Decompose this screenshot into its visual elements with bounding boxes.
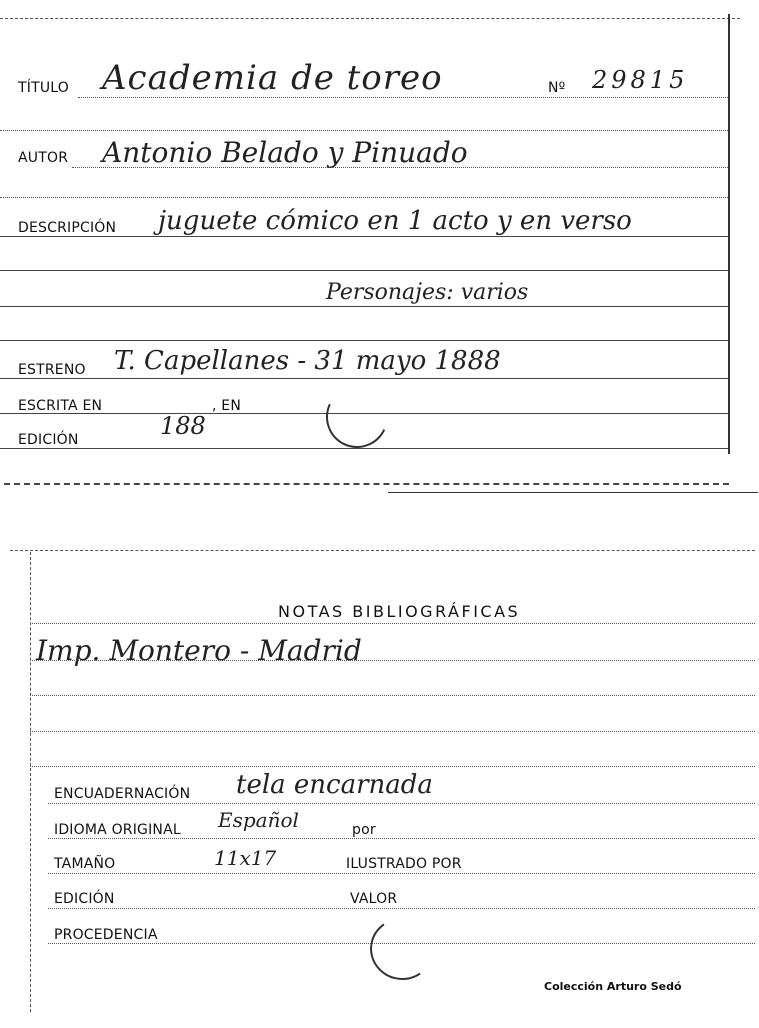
personajes-value: Personajes: varios	[326, 280, 529, 305]
numero-value: 29815	[592, 66, 689, 94]
stamp-mark	[317, 377, 396, 456]
edicion-bottom-label: EDICIÓN	[54, 891, 115, 907]
en-label: , EN	[212, 398, 242, 414]
stamp-mark-bottom	[365, 913, 439, 985]
titulo-label: TÍTULO	[18, 80, 69, 96]
titulo-value: Academia de toreo	[102, 58, 443, 98]
notas-value: Imp. Montero - Madrid	[36, 634, 362, 667]
encuadernacion-label: ENCUADERNACIÓN	[54, 786, 191, 802]
idioma-value: Español	[218, 808, 299, 832]
valor-label: VALOR	[350, 891, 398, 907]
autor-label: AUTOR	[18, 150, 69, 166]
descripcion-label: DESCRIPCIÓN	[18, 220, 117, 236]
procedencia-label: PROCEDENCIA	[54, 927, 158, 943]
estreno-value: T. Capellanes - 31 mayo 1888	[114, 346, 501, 376]
numero-label: Nº	[548, 80, 566, 96]
encuadernacion-value: tela encarnada	[236, 770, 433, 800]
por-label: por	[352, 822, 376, 838]
estreno-label: ESTRENO	[18, 362, 86, 378]
notas-heading: NOTAS BIBLIOGRÁFICAS	[278, 602, 521, 621]
idioma-label: IDIOMA ORIGINAL	[54, 822, 181, 838]
tamano-value: 11x17	[214, 846, 277, 870]
coleccion-footer: Colección Arturo Sedó	[544, 980, 682, 993]
escrita-en-label: ESCRITA EN	[18, 398, 103, 414]
edicion-value: 188	[160, 412, 206, 440]
descripcion-value: juguete cómico en 1 acto y en verso	[158, 206, 632, 236]
edicion-label: EDICIÓN	[18, 432, 79, 448]
tamano-label: TAMAÑO	[54, 856, 116, 872]
ilustrado-label: ILUSTRADO POR	[346, 856, 462, 872]
autor-value: Antonio Belado y Pinuado	[102, 136, 468, 169]
